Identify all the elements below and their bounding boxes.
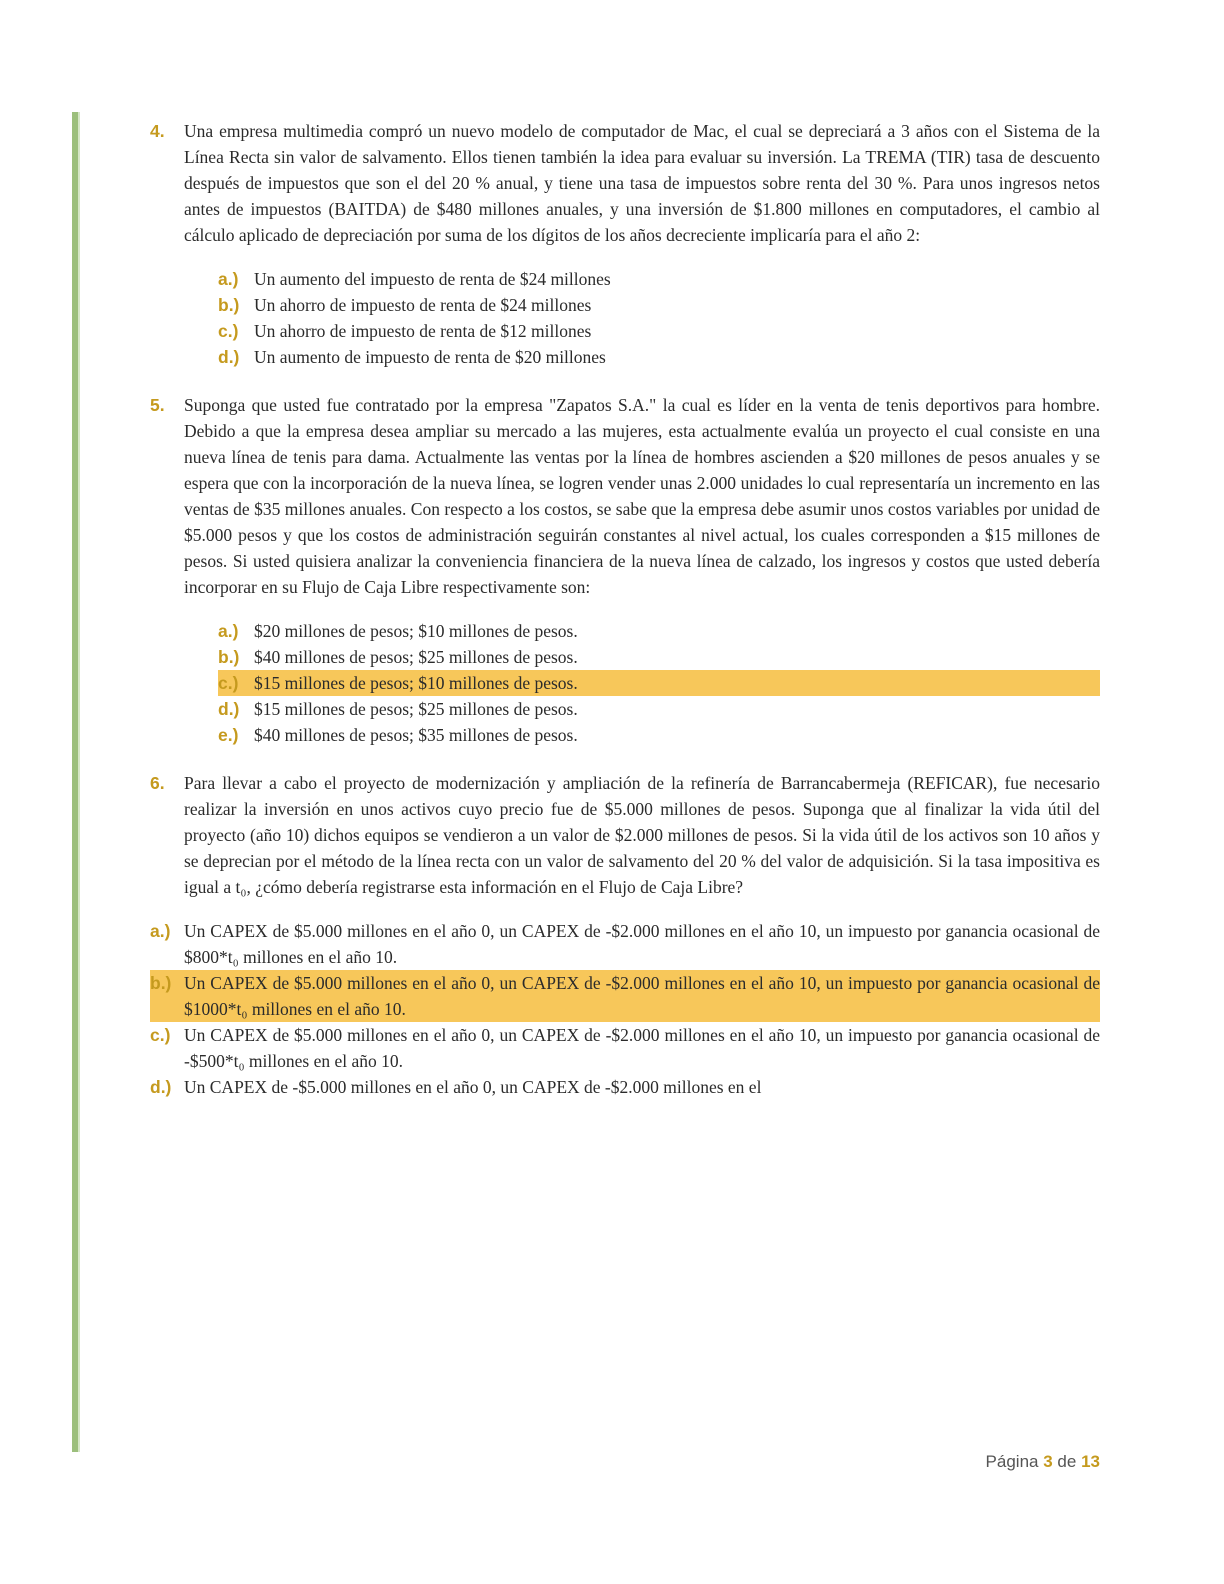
option-text: $15 millones de pesos; $25 millones de pesos.	[254, 699, 578, 719]
option-a	[150, 918, 1100, 970]
option-a	[218, 266, 1100, 292]
question-text: Suponga que usted fue contratado por la empresa "Zapatos S.A." la cual es líder en la venta de tenis deportivos para hombre. Debido a que la empresa desea ampliar su mercado a las mujeres, esta actualmente evalúa un proyecto el cual consiste en una nueva línea de tenis para dama. Actualmente las ventas por la línea de hombres ascienden a $20 millones de pesos anuales y se espera que con la incorporación de la nueva línea, se logren vender unas 2.000 unidades lo cual representaría un incremento en las ventas de $35 millones anuales. Con respecto a los costos, se sabe que la empresa debe asumir unos costos variables por unidad de $5.000 pesos y que los costos de administración seguirán constantes al nivel actual, los cuales corresponden a $15 millones de pesos. Si usted quisiera analizar la conveniencia financiera de la nueva línea de calzado, los ingresos y costos que usted debería incorporar en su Flujo de Caja Libre respectivamente son:	[184, 395, 1100, 597]
question-5	[150, 392, 1100, 748]
left-margin-rule-inner	[78, 112, 80, 1452]
option-letter: b.)	[218, 647, 240, 667]
page-footer	[986, 1452, 1100, 1472]
question-number: 6.	[150, 773, 165, 793]
option-text: Un ahorro de impuesto de renta de $12 millones	[254, 321, 592, 341]
option-text: Un aumento del impuesto de renta de $24 millones	[254, 269, 611, 289]
option-c	[150, 1022, 1100, 1074]
option-d	[150, 1074, 1100, 1100]
options-list	[150, 918, 1100, 1100]
question-number: 4.	[150, 121, 165, 141]
option-e	[218, 722, 1100, 748]
option-b	[218, 644, 1100, 670]
option-text: Un CAPEX de $5.000 millones en el año 0, un CAPEX de -$2.000 millones en el año 10, un impuesto por ganancia ocasional de $800*t₀ millones en el año 10.	[184, 921, 1100, 967]
footer-page-number: 3	[1043, 1452, 1053, 1471]
question-6	[150, 770, 1100, 900]
option-letter: a.)	[150, 921, 171, 941]
option-letter: a.)	[218, 269, 239, 289]
document-body	[150, 118, 1100, 1100]
question-text: Una empresa multimedia compró un nuevo modelo de computador de Mac, el cual se depreciará a 3 años con el Sistema de la Línea Recta sin valor de salvamento. Ellos tienen también la idea para evaluar su inversión. La TREMA (TIR) tasa de descuento después de impuestos que son el del 20 % anual, y tiene una tasa de impuestos sobre renta del 30 %. Para unos ingresos netos antes de impuestos (BAITDA) de $480 millones anuales, y una inversión de $1.800 millones en computadores, el cambio al cálculo aplicado de depreciación por suma de los dígitos de los años decreciente implicaría para el año 2:	[184, 121, 1100, 245]
footer-page-total: 13	[1081, 1452, 1100, 1471]
option-c-highlighted	[218, 670, 1100, 696]
option-c	[218, 318, 1100, 344]
option-text: Un CAPEX de $5.000 millones en el año 0, un CAPEX de -$2.000 millones en el año 10, un impuesto por ganancia ocasional de $1000*t₀ millones en el año 10.	[184, 973, 1100, 1019]
option-letter: c.)	[218, 673, 239, 693]
options-list	[184, 266, 1100, 370]
option-letter: e.)	[218, 725, 239, 745]
option-b	[218, 292, 1100, 318]
option-b-highlighted	[150, 970, 1100, 1022]
option-text: $40 millones de pesos; $25 millones de pesos.	[254, 647, 578, 667]
option-text: Un aumento de impuesto de renta de $20 millones	[254, 347, 606, 367]
option-d	[218, 696, 1100, 722]
option-letter: d.)	[150, 1077, 172, 1097]
option-letter: d.)	[218, 699, 240, 719]
question-4	[150, 118, 1100, 370]
option-text: $15 millones de pesos; $10 millones de pesos.	[254, 673, 578, 693]
question-number: 5.	[150, 395, 165, 415]
footer-of: de	[1057, 1452, 1077, 1471]
option-text: $20 millones de pesos; $10 millones de pesos.	[254, 621, 578, 641]
option-letter: a.)	[218, 621, 239, 641]
option-letter: b.)	[150, 973, 172, 993]
option-d	[218, 344, 1100, 370]
option-letter: d.)	[218, 347, 240, 367]
option-a	[218, 618, 1100, 644]
option-text: Un ahorro de impuesto de renta de $24 millones	[254, 295, 592, 315]
option-letter: c.)	[150, 1025, 171, 1045]
question-text: Para llevar a cabo el proyecto de modernización y ampliación de la refinería de Barrancabermeja (REFICAR), fue necesario realizar la inversión en unos activos cuyo precio fue de $5.000 millones de pesos. Suponga que al finalizar la vida útil del proyecto (año 10) dichos equipos se vendieron a un valor de $2.000 millones de pesos. Si la vida útil de los activos son 10 años y se deprecian por el método de la línea recta con un valor de salvamento del 20 % del valor de adquisición. Si la tasa impositiva es igual a t₀, ¿cómo debería registrarse esta información en el Flujo de Caja Libre?	[184, 773, 1100, 897]
option-letter: c.)	[218, 321, 239, 341]
option-letter: b.)	[218, 295, 240, 315]
options-list	[184, 618, 1100, 748]
option-text: Un CAPEX de $5.000 millones en el año 0, un CAPEX de -$2.000 millones en el año 10, un impuesto por ganancia ocasional de -$500*t₀ millones en el año 10.	[184, 1025, 1100, 1071]
footer-prefix: Página	[985, 1452, 1039, 1471]
option-text: $40 millones de pesos; $35 millones de pesos.	[254, 725, 578, 745]
option-text: Un CAPEX de -$5.000 millones en el año 0, un CAPEX de -$2.000 millones en el	[184, 1077, 762, 1097]
